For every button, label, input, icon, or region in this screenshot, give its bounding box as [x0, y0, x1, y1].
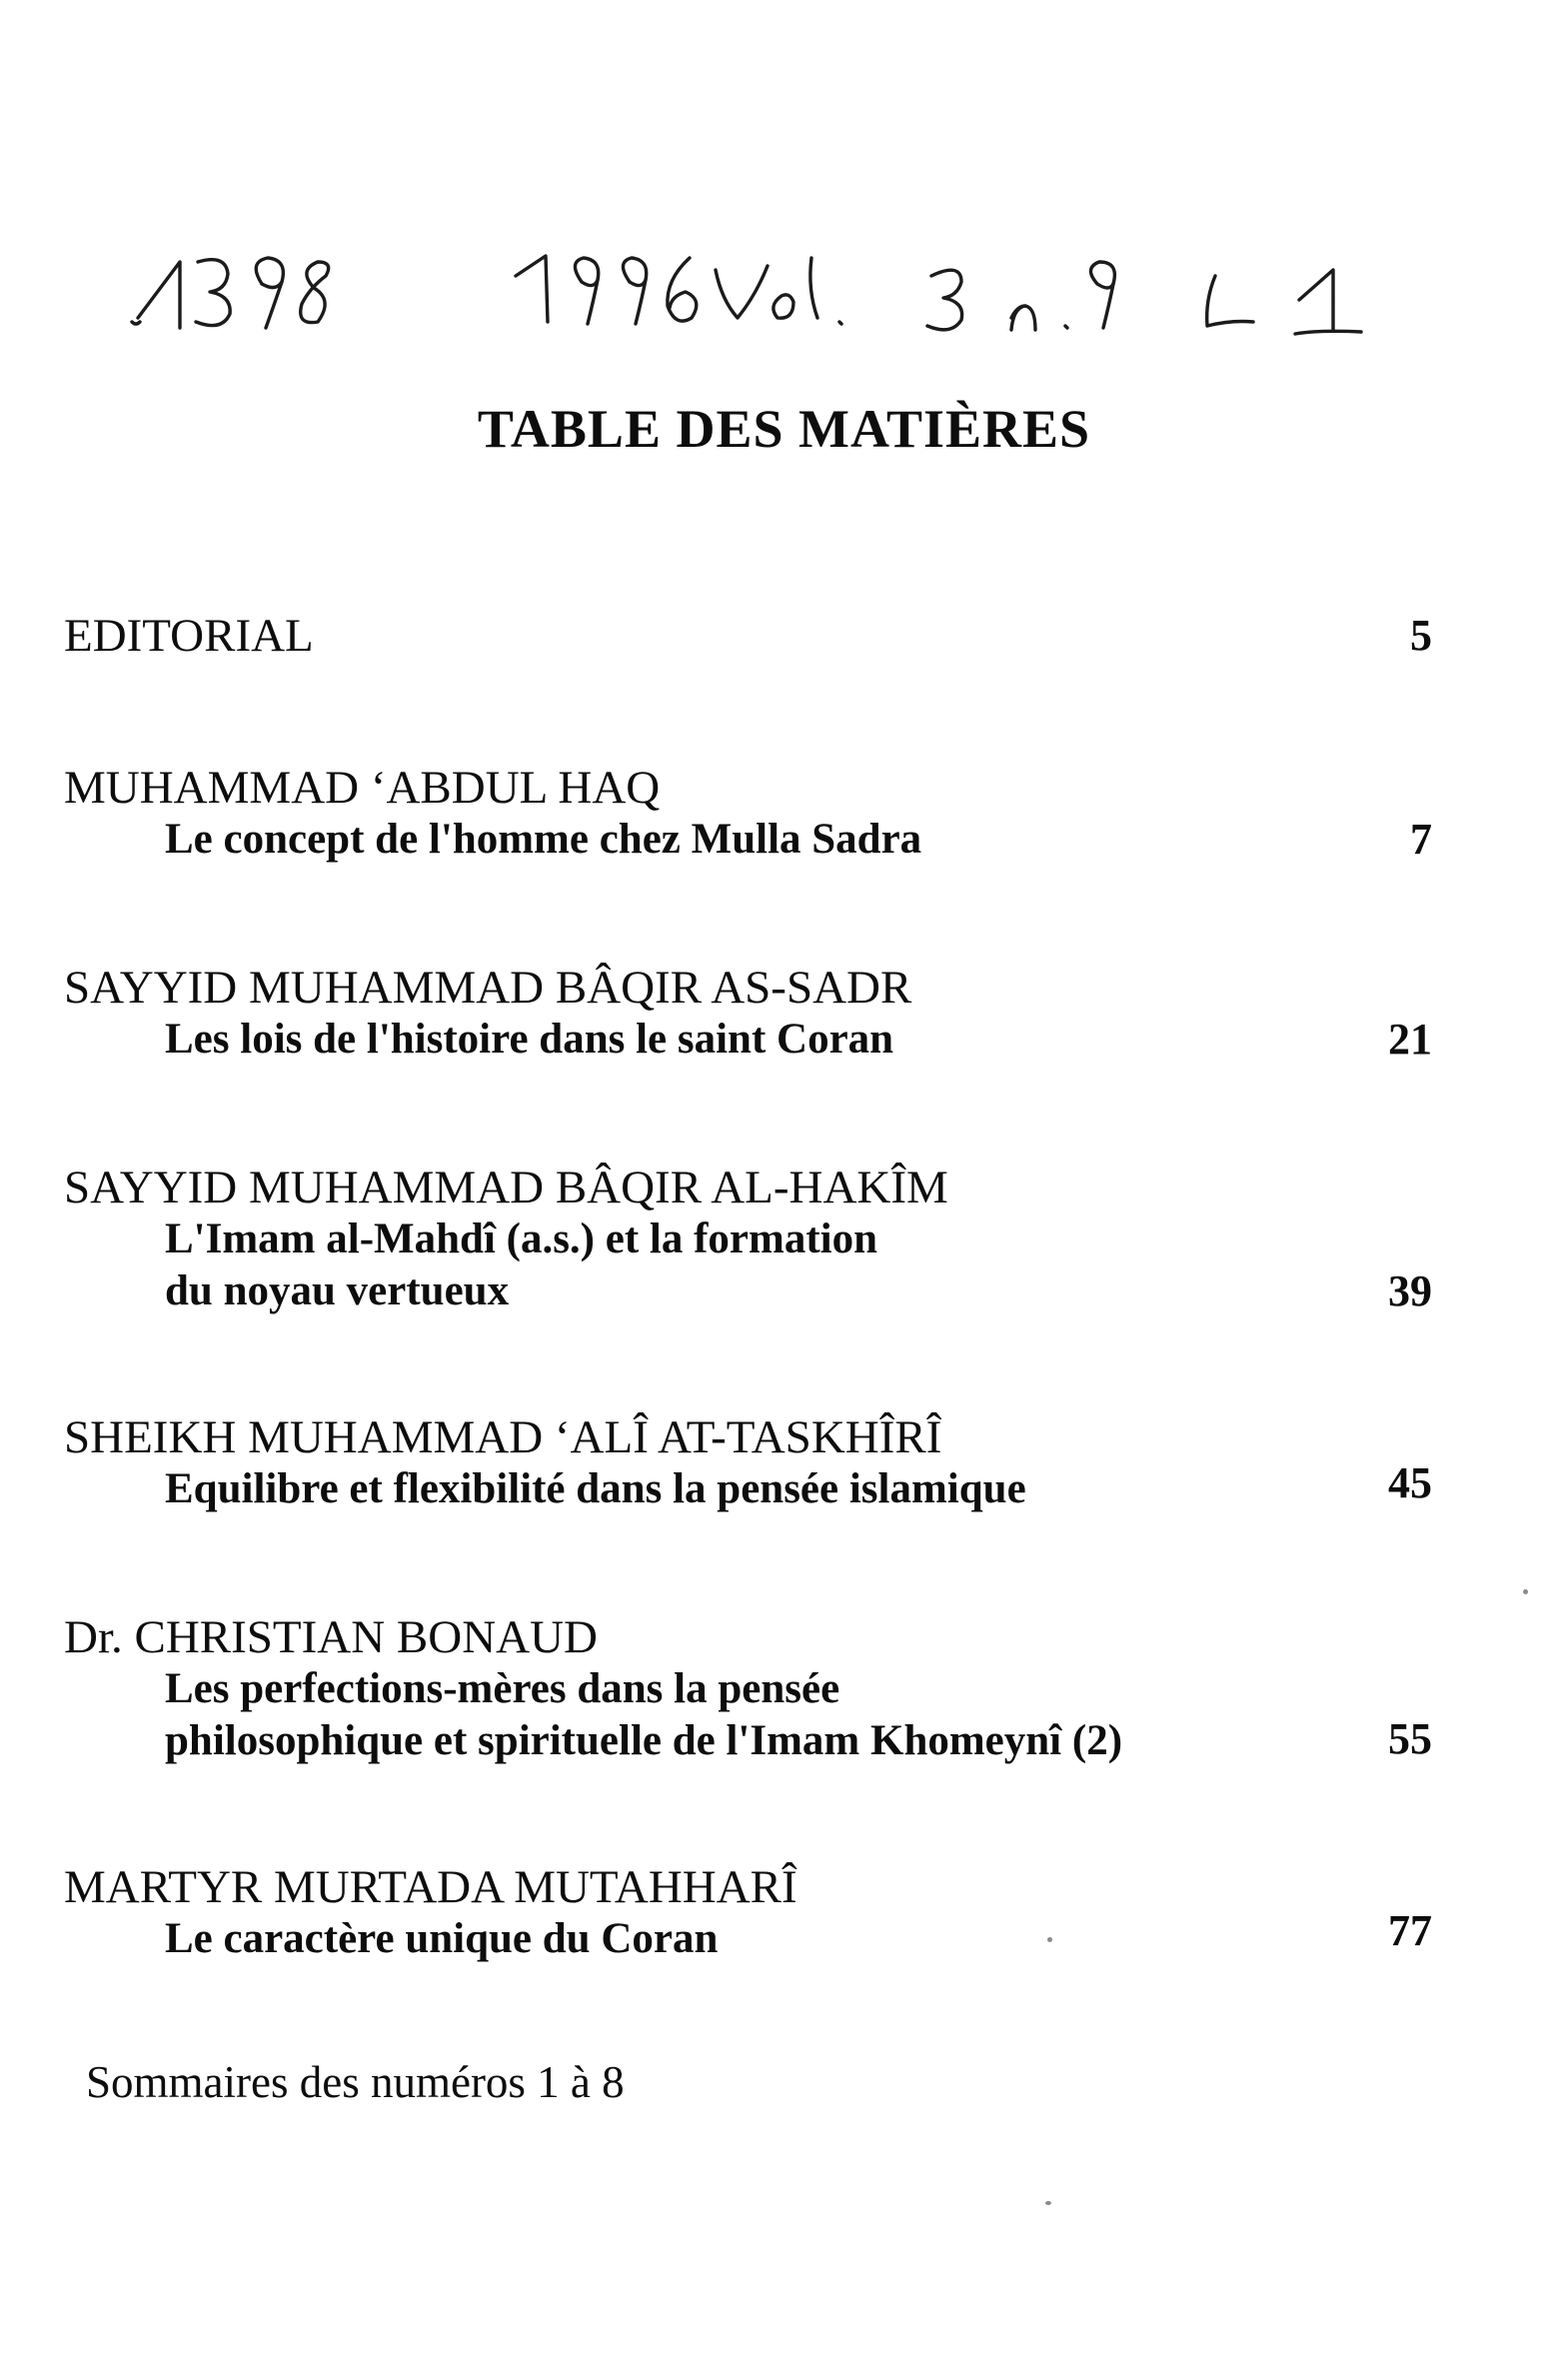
toc-author: SAYYID MUHAMMAD BÂQIR AS-SADR	[64, 962, 912, 1014]
handwritten-l1	[1207, 270, 1361, 334]
toc-article-title	[165, 1463, 1568, 1515]
toc-page-number: 55	[1388, 1714, 1432, 1763]
toc-page-number: 77	[1388, 1906, 1432, 1955]
scan-speck	[1047, 1937, 1052, 1942]
toc-article-line: philosophique et spirituelle de l'Imam Khomeynî (2)	[165, 1717, 1123, 1764]
toc-entry	[64, 610, 1568, 662]
toc-article-line: du noyau vertueux	[165, 1267, 510, 1314]
toc-entry	[64, 1411, 1568, 1515]
toc-page-number: 7	[1410, 815, 1432, 864]
toc-article-line: Equilibre et flexibilité dans la pensée islamique	[165, 1465, 1026, 1512]
footer-note: Sommaires des numéros 1 à 8	[86, 2057, 625, 2107]
toc-article-title	[165, 814, 1568, 866]
handwritten-3	[927, 270, 962, 330]
toc-author: MUHAMMAD ‘ABDUL HAQ	[64, 762, 661, 814]
handwritten-annotation	[0, 0, 1568, 380]
scan-speck	[1523, 1589, 1528, 1594]
toc-author: Dr. CHRISTIAN BONAUD	[64, 1611, 598, 1663]
toc-article-line: Le concept de l'homme chez Mulla Sadra	[165, 816, 922, 863]
toc-article-line: Le caractère unique du Coran	[165, 1915, 719, 1962]
toc-page-number: 5	[1410, 611, 1432, 660]
toc-page-number: 21	[1388, 1015, 1432, 1064]
toc-article-line: Les lois de l'histoire dans le saint Coran	[165, 1016, 894, 1063]
toc-author: MARTYR MURTADA MUTAHHARÎ	[64, 1861, 797, 1913]
toc-article-title	[165, 1014, 1568, 1066]
toc-author: SHEIKH MUHAMMAD ‘ALÎ AT-TASKHÎRÎ	[64, 1411, 942, 1463]
toc-article-line: L'Imam al-Mahdî (a.s.) et la formation	[165, 1215, 878, 1262]
handwritten-9	[1090, 262, 1114, 328]
page-title: TABLE DES MATIÈRES	[477, 399, 1091, 459]
toc-entry	[64, 962, 1568, 1066]
toc-article-title	[165, 1913, 1568, 1965]
toc-article-title	[165, 1663, 1568, 1767]
toc-article-line: Les perfections-mères dans la pensée	[165, 1665, 840, 1712]
toc-article-title	[165, 1213, 1568, 1317]
handwritten-1398	[132, 258, 329, 328]
toc-entry	[64, 1162, 1568, 1317]
handwritten-n	[1011, 306, 1067, 330]
toc-entry	[64, 1861, 1568, 1965]
toc-page-number: 45	[1388, 1458, 1432, 1507]
scan-speck	[1045, 2201, 1051, 2205]
toc-page-number: 39	[1388, 1266, 1432, 1315]
handwritten-1996	[516, 256, 697, 324]
toc-author: SAYYID MUHAMMAD BÂQIR AL-HAKÎM	[64, 1162, 948, 1213]
toc-author: EDITORIAL	[64, 610, 314, 662]
handwritten-vol	[716, 258, 841, 324]
toc-entry	[64, 1611, 1568, 1767]
toc-entry	[64, 762, 1568, 866]
